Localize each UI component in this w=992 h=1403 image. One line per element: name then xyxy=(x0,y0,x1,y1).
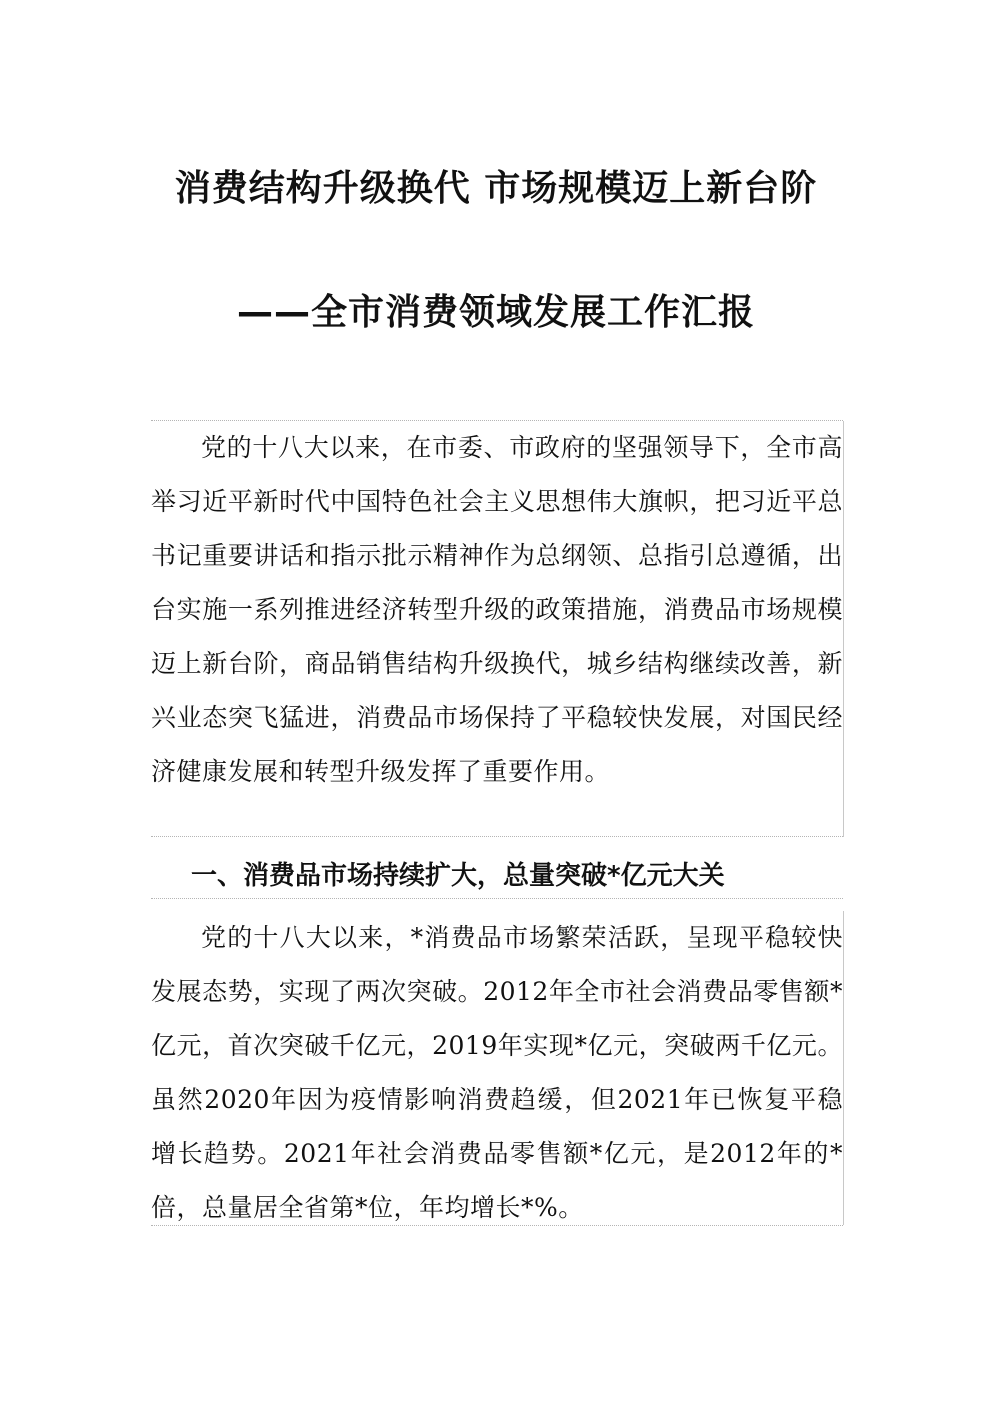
section-heading: 一、消费品市场持续扩大，总量突破*亿元大关 xyxy=(191,861,725,891)
intro-paragraph: 党的十八大以来，在市委、市政府的坚强领导下，全市高举习近平新时代中国特色社会主义思想伟大旗帜，把习近平总书记重要讲话和指示批示精神作为总纲领、总指引总遵循，出台实施一系列推进经济转型升级的政策措施，消费品市场规模迈上新台阶，商品销售结构升级换代，城乡结构继续改善，新兴业态突飞猛进，消费品市场保持了平稳较快发展，对国民经济健康发展和转型升级发挥了重要作用。 xyxy=(151,433,843,786)
section1-paragraph: 党的十八大以来，*消费品市场繁荣活跃，呈现平稳较快发展态势，实现了两次突破。2012年全市社会消费品零售额*亿元，首次突破千亿元，2019年实现*亿元，突破两千亿元。虽然2020年因为疫情影响消费趋缓，但2021年已恢复平稳增长趋势。2021年社会消费品零售额*亿元，是2012年的*倍，总量居全省第*位，年均增长*%。 xyxy=(151,923,843,1222)
section1-body xyxy=(151,911,844,1225)
divider xyxy=(151,898,843,899)
intro-section xyxy=(151,421,844,837)
document-title: 消费结构升级换代 市场规模迈上新台阶 xyxy=(174,168,818,209)
document-subtitle: ——全市消费领域发展工作汇报 xyxy=(236,292,755,333)
divider xyxy=(151,836,843,837)
divider xyxy=(151,1225,843,1226)
